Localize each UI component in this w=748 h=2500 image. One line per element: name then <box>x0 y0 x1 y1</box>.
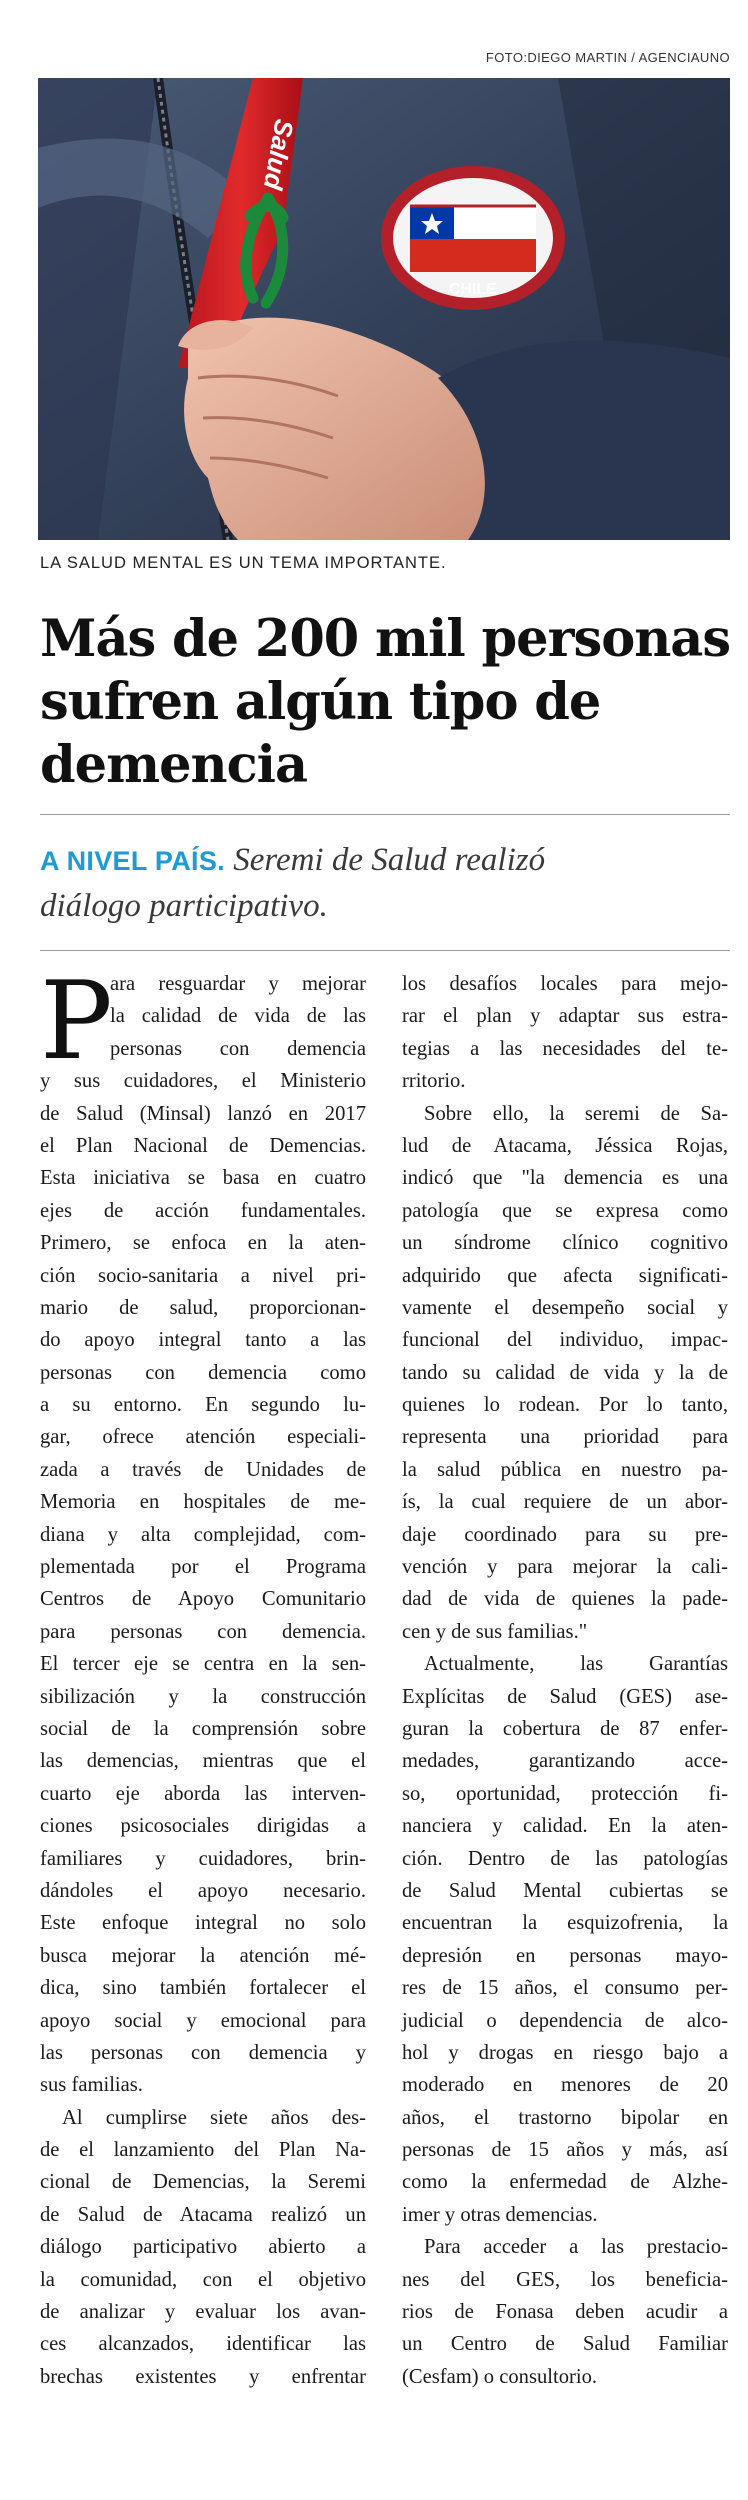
text-line: las personas con demencia y <box>40 2041 366 2064</box>
text-line: Sobre ello, la seremi de Sa- <box>424 1102 728 1125</box>
text-line: de Salud Mental cubiertas se <box>402 1879 728 1902</box>
text-line: diálogo participativo abierto a <box>40 2236 366 2259</box>
text-line: indicó que "la demencia es una <box>402 1167 728 1190</box>
headline-line-2: sufren algún tipo de <box>40 672 601 732</box>
article-column-left <box>40 959 366 2393</box>
text-line: sus familias. <box>40 2074 143 2097</box>
text-line: el Plan Nacional de Demencias. <box>40 1134 366 1157</box>
text-line: un Centro de Salud Familiar <box>402 2333 728 2356</box>
text-line: adquirido que afecta significati- <box>402 1264 728 1287</box>
text-line: so, oportunidad, protección fi- <box>402 1782 728 1805</box>
text-line: sibilización y la construcción <box>40 1685 366 1708</box>
text-line: ciones psicosociales dirigidas a <box>40 1815 366 1838</box>
text-line: de analizar y evaluar los avan- <box>40 2301 366 2324</box>
text-line: rar el plan y adaptar sus estra- <box>402 1005 728 1028</box>
text-line: dica, sino también fortalecer el <box>40 1977 366 2000</box>
photo-caption: LA SALUD MENTAL ES UN TEMA IMPORTANTE. <box>40 554 447 572</box>
text-line: de el lanzamiento del Plan Na- <box>40 2139 366 2162</box>
text-line: las demencias, mientras que el <box>40 1750 366 1773</box>
text-line: personas con demencia como <box>40 1361 366 1384</box>
text-line: como la enfermedad de Alzhe- <box>402 2171 728 2194</box>
text-line: tando su calidad de vida y la de <box>402 1361 728 1384</box>
text-line: de Salud (Minsal) lanzó en 2017 <box>40 1102 366 1125</box>
text-line: un síndrome clínico cognitivo <box>402 1232 728 1255</box>
drop-cap: P <box>40 959 113 1084</box>
text-line: apoyo social y emocional para <box>40 2009 366 2032</box>
text-line: ejes de acción fundamentales. <box>40 1199 366 1222</box>
lead-line-2: diálogo participativo. <box>40 888 328 924</box>
badge-text: CHILE <box>449 281 497 298</box>
text-line: años, el trastorno bipolar en <box>402 2106 728 2129</box>
text-line: rios de Fonasa deben acudir a <box>402 2301 728 2324</box>
text-line: brechas existentes y enfrentar <box>40 2365 366 2388</box>
text-line: la calidad de vida de las <box>110 1005 366 1028</box>
text-line: a su entorno. En segundo lu- <box>40 1394 366 1417</box>
text-line: Este enfoque integral no solo <box>40 1912 366 1935</box>
text-line: busca mejorar la atención mé- <box>40 1944 366 1967</box>
ribbon-text: Salud <box>257 116 300 192</box>
divider-bottom <box>40 950 730 951</box>
text-line: tegias a las necesidades del te- <box>402 1037 728 1060</box>
headline-line-1: Más de 200 mil personas <box>40 609 731 669</box>
text-line: (Cesfam) o consultorio. <box>402 2365 598 2388</box>
text-line: ción. Dentro de las patologías <box>402 1847 728 1870</box>
text-line: la comunidad, con el objetivo <box>40 2268 366 2291</box>
text-line: lud de Atacama, Jéssica Rojas, <box>402 1134 728 1157</box>
lead <box>40 838 730 929</box>
article-column-right <box>402 968 728 2393</box>
text-line: Memoria en hospitales de me- <box>40 1491 366 1514</box>
text-line: medades, garantizando acce- <box>402 1750 728 1773</box>
text-line: imer y otras demencias. <box>402 2203 598 2226</box>
text-line: patología que se expresa como <box>402 1199 728 1222</box>
text-line: personas de 15 años y más, así <box>402 2139 728 2162</box>
divider-top <box>40 814 730 815</box>
text-line: cen y de sus familias." <box>402 1620 588 1643</box>
text-line: ís, la cual requiere de un abor- <box>402 1491 728 1514</box>
article-photo <box>38 78 730 540</box>
text-line: dándoles el apoyo necesario. <box>40 1879 366 1902</box>
text-line: los desafíos locales para mejo- <box>402 973 728 995</box>
text-line: ara resguardar y mejorar <box>110 973 366 995</box>
text-line: Primero, se enfoca en la aten- <box>40 1232 366 1255</box>
text-line: ción socio-sanitaria a nivel pri- <box>40 1264 366 1287</box>
text-line: Centros de Apoyo Comunitario <box>40 1588 366 1611</box>
text-line: funcional del individuo, impac- <box>402 1329 728 1352</box>
text-line: daje coordinado para su pre- <box>402 1523 728 1546</box>
text-line: gar, ofrece atención especiali- <box>40 1426 366 1449</box>
text-line: diana y alta complejidad, com- <box>40 1523 366 1546</box>
headline <box>40 608 730 797</box>
text-line: Para acceder a las prestacio- <box>424 2236 728 2259</box>
text-line: ces alcanzados, identificar las <box>40 2333 366 2356</box>
text-line: la salud pública en nuestro pa- <box>402 1458 728 1481</box>
text-line: familiares y cuidadores, brin- <box>40 1847 366 1870</box>
text-line: cional de Demencias, la Seremi <box>40 2171 366 2194</box>
headline-line-3: demencia <box>40 735 308 795</box>
text-line: nanciera y calidad. En la aten- <box>402 1815 728 1838</box>
text-line: res de 15 años, el consumo per- <box>402 1977 728 2000</box>
text-line: guran la cobertura de 87 enfer- <box>402 1717 728 1740</box>
text-line: rritorio. <box>402 1070 466 1093</box>
photo-credit: FOTO:DIEGO MARTIN / AGENCIAUNO <box>485 50 730 65</box>
lead-text-1: Seremi de Salud realizó <box>224 842 546 878</box>
text-line: zada a través de Unidades de <box>40 1458 366 1481</box>
text-line: nes del GES, los beneficia- <box>402 2268 728 2291</box>
text-line: mario de salud, proporcionan- <box>40 1296 366 1319</box>
text-line: social de la comprensión sobre <box>40 1717 366 1740</box>
text-line: personas con demencia <box>110 1037 366 1060</box>
text-line: depresión en personas mayo- <box>402 1944 728 1967</box>
text-line: y sus cuidadores, el Ministerio <box>40 1070 366 1093</box>
text-line: para personas con demencia. <box>40 1620 366 1643</box>
text-line: Explícitas de Salud (GES) ase- <box>402 1685 728 1708</box>
text-line: hol y drogas en riesgo bajo a <box>402 2041 728 2064</box>
lead-line-1 <box>40 838 730 884</box>
text-line: vención y para mejorar la cali- <box>402 1556 728 1579</box>
text-line: do apoyo integral tanto a las <box>40 1329 366 1352</box>
text-line: plementada por el Programa <box>40 1556 366 1579</box>
text-line: moderado en menores de 20 <box>402 2074 728 2097</box>
text-line: El tercer eje se centra en la sen- <box>40 1653 366 1676</box>
text-line: cuarto eje aborda las interven- <box>40 1782 366 1805</box>
text-line: Actualmente, las Garantías <box>424 1653 728 1676</box>
text-line: encuentran la esquizofrenia, la <box>402 1912 728 1935</box>
text-line: Esta iniciativa se basa en cuatro <box>40 1167 366 1190</box>
text-line: dad de vida de quienes la pade- <box>402 1588 728 1611</box>
text-line: quienes lo rodean. Por lo tanto, <box>402 1394 728 1417</box>
text-line: Al cumplirse siete años des- <box>62 2106 366 2129</box>
text-line: representa una prioridad para <box>402 1426 728 1449</box>
text-line: de Salud de Atacama realizó un <box>40 2203 366 2226</box>
text-line: vamente el desempeño social y <box>402 1296 728 1319</box>
lead-kicker: A NIVEL PAÍS. <box>40 846 225 876</box>
text-line: judicial o dependencia de alco- <box>402 2009 728 2032</box>
